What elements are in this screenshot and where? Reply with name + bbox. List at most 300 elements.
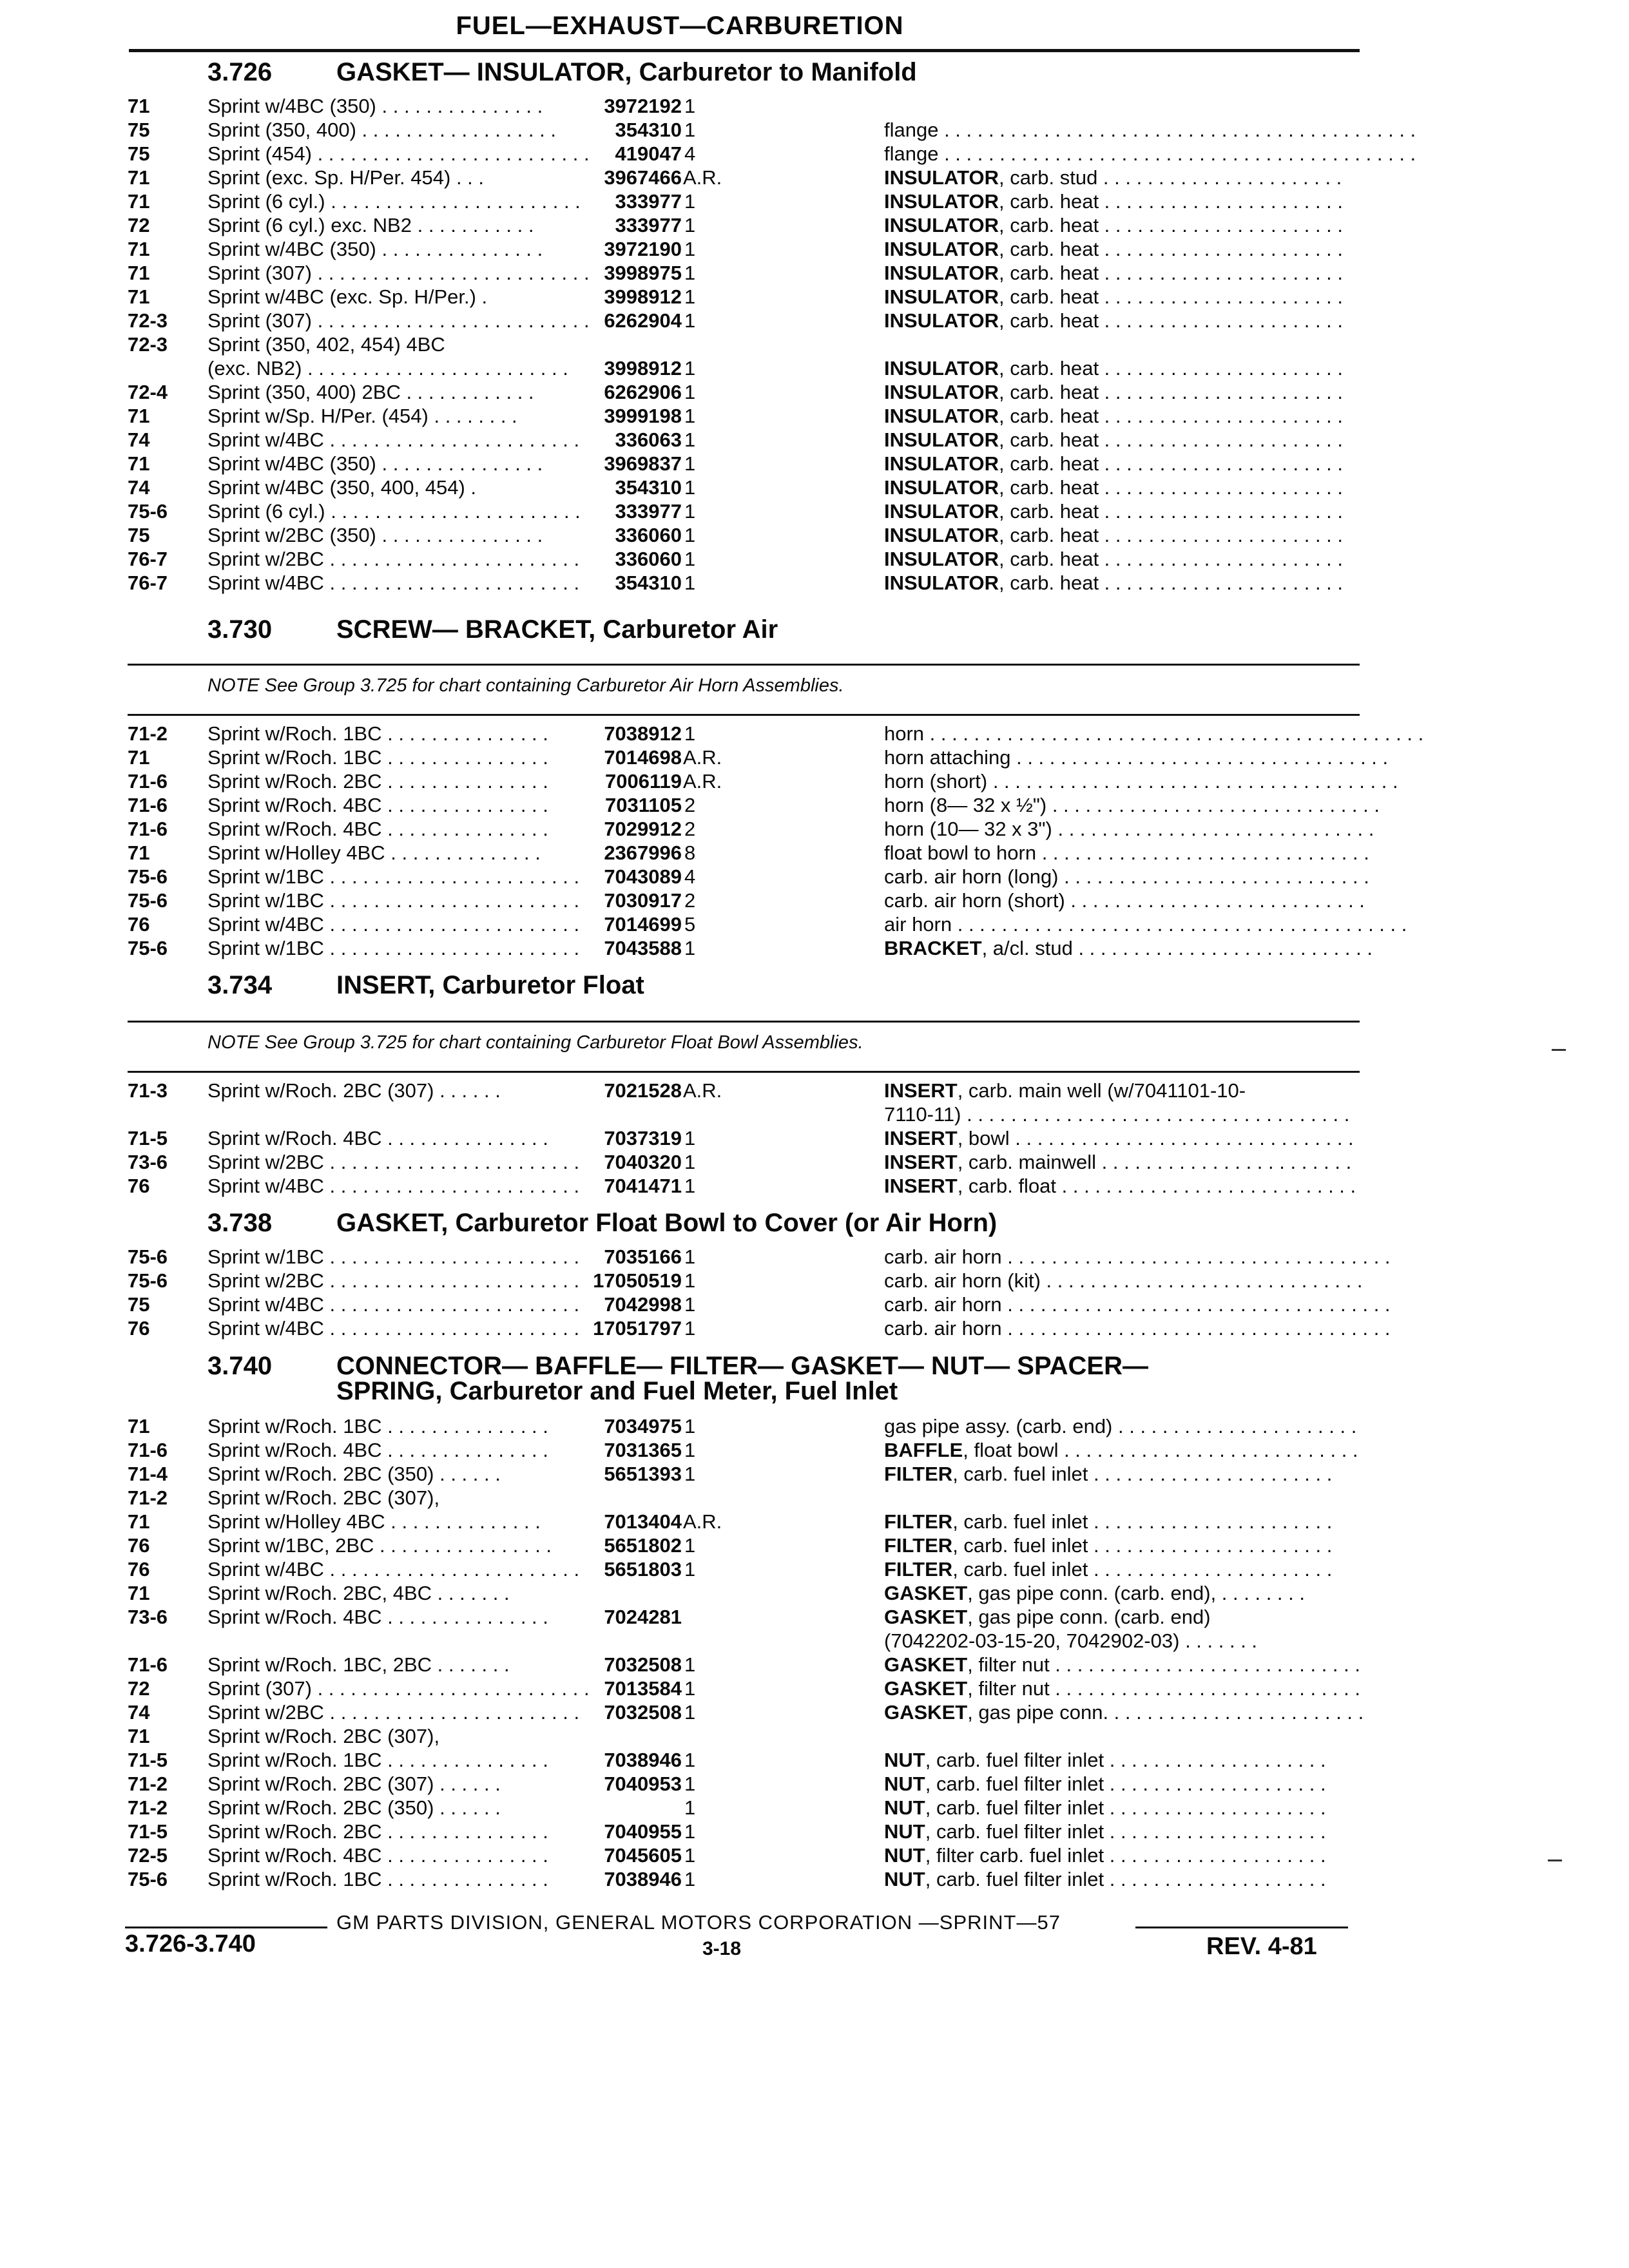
year-code: 71 (128, 190, 150, 213)
part-detail: , carb. fuel inlet . . . . . . . . . . . . . . . . . . . . . . (952, 1558, 1333, 1581)
model-description: Sprint (307) . . . . . . . . . . . . . . . . . . . . . . . . . (207, 262, 590, 284)
part-row (0, 1126, 1629, 1150)
part-number: 7014699 (604, 913, 682, 936)
year-code: 72-3 (128, 333, 168, 356)
part-type: INSULATOR (884, 476, 999, 499)
part-detail: , carb. mainwell . . . . . . . . . . . . . . . . . . . . . . . (957, 1151, 1352, 1173)
year-code: 72-5 (128, 1844, 168, 1867)
year-code: 75-6 (128, 865, 168, 888)
year-code: 74 (128, 428, 150, 451)
model-description: Sprint w/Roch. 4BC . . . . . . . . . . . . . . . (207, 1844, 548, 1867)
part-row (0, 332, 1629, 356)
quantity: 8 (684, 841, 696, 864)
section-title-continued: SPRING, Carburetor and Fuel Meter, Fuel Inlet (336, 1377, 898, 1405)
part-description (884, 237, 1361, 261)
section-number: 3.730 (207, 615, 273, 644)
part-row (0, 1150, 1629, 1174)
part-number: 419047 (615, 142, 682, 165)
part-number: 7043588 (604, 937, 682, 959)
part-number: 336063 (615, 428, 682, 451)
part-detail: , filter carb. fuel inlet . . . . . . . . . . . . . . . . . . . . (925, 1844, 1326, 1867)
part-type: INSERT (884, 1079, 958, 1102)
part-detail: , carb. fuel filter inlet . . . . . . . . . . . . . . . . . . . . (925, 1773, 1326, 1795)
footer-page-number: 3-18 (702, 1938, 742, 1959)
part-detail: , gas pipe conn. (carb. end) (967, 1606, 1211, 1628)
part-row (0, 936, 1629, 960)
part-row (0, 189, 1629, 213)
quantity: 2 (684, 889, 696, 912)
part-type: NUT (884, 1820, 925, 1843)
part-detail: float bowl to horn . . . . . . . . . . . . . . . . . . . . . . . . . . . . . . (884, 841, 1369, 864)
year-code: 71-6 (128, 1439, 168, 1461)
year-code: 76-7 (128, 572, 168, 594)
part-row (0, 841, 1629, 865)
part-row (0, 237, 1629, 261)
part-number: 7029912 (604, 818, 682, 840)
part-number: 7034975 (604, 1415, 682, 1437)
part-number: 7021528 (604, 1079, 682, 1102)
part-type: INSERT (884, 1127, 958, 1149)
part-number: 354310 (615, 119, 682, 141)
part-description (884, 547, 1361, 571)
part-type: FILTER (884, 1463, 953, 1485)
margin-mark (1552, 1049, 1566, 1051)
quantity: 1 (684, 1269, 696, 1292)
part-detail: , carb. float . . . . . . . . . . . . . . . . . . . . . . . . . . . (957, 1175, 1356, 1197)
part-type: GASKET (884, 1701, 968, 1724)
part-description (884, 1126, 1361, 1150)
part-detail: , carb. heat . . . . . . . . . . . . . . . . . . . . . . (998, 262, 1344, 284)
model-description: Sprint (exc. Sp. H/Per. 454) . . . (207, 166, 485, 189)
part-row (0, 1486, 1629, 1510)
part-detail: , carb. fuel filter inlet . . . . . . . . . . . . . . . . . . . . (925, 1796, 1326, 1819)
model-description: Sprint w/Roch. 1BC . . . . . . . . . . . . . . . (207, 746, 548, 769)
quantity: 1 (684, 1796, 696, 1819)
year-code: 75 (128, 119, 150, 141)
part-description (884, 452, 1361, 476)
part-detail: , carb. stud . . . . . . . . . . . . . . . . . . . . . . (998, 166, 1342, 189)
part-row (0, 1102, 1629, 1126)
part-number: 336060 (615, 524, 682, 546)
year-code: 75 (128, 1293, 150, 1316)
part-row (0, 1079, 1629, 1102)
part-number: 7035166 (604, 1245, 682, 1268)
part-description (884, 428, 1361, 452)
part-detail: horn (short) . . . . . . . . . . . . . . . . . . . . . . . . . . . . . . . . . . . . . (884, 770, 1398, 793)
part-row (0, 213, 1629, 237)
quantity: 1 (684, 548, 696, 570)
model-description: Sprint w/Roch. 2BC (307) . . . . . . (207, 1773, 501, 1795)
year-code: 74 (128, 1701, 150, 1724)
part-description (884, 189, 1361, 213)
model-description: Sprint w/4BC (350) . . . . . . . . . . . . . . . (207, 452, 543, 475)
part-detail: carb. air horn . . . . . . . . . . . . . . . . . . . . . . . . . . . . . . . . . . . (884, 1293, 1391, 1316)
part-detail: carb. air horn (kit) . . . . . . . . . . . . . . . . . . . . . . . . . . . . . (884, 1269, 1363, 1292)
part-description (884, 1533, 1361, 1557)
quantity: 1 (684, 1844, 696, 1867)
quantity: 1 (684, 1175, 696, 1197)
model-description: Sprint w/4BC . . . . . . . . . . . . . . . . . . . . . . . (207, 1558, 580, 1581)
note-rule-bottom (128, 1071, 1360, 1073)
part-description (884, 1174, 1361, 1198)
section-number: 3.734 (207, 971, 273, 999)
part-description (884, 1772, 1361, 1796)
part-number: 7038946 (604, 1868, 682, 1890)
model-description: Sprint w/Sp. H/Per. (454) . . . . . . . . (207, 405, 517, 427)
year-code: 71-2 (128, 1773, 168, 1795)
year-code: 75-6 (128, 500, 168, 523)
model-description: Sprint w/Roch. 2BC (307), (207, 1725, 440, 1747)
part-row (0, 912, 1629, 936)
section-number: 3.726 (207, 58, 273, 86)
part-description (884, 912, 1407, 936)
footer-section-range: 3.726-3.740 (125, 1930, 256, 1957)
quantity: 1 (684, 1868, 696, 1890)
part-number: 7030917 (604, 889, 682, 912)
part-description (884, 1510, 1361, 1533)
part-row (0, 1677, 1629, 1700)
year-code: 72-3 (128, 309, 168, 332)
quantity: 1 (684, 405, 696, 427)
part-row (0, 404, 1629, 428)
part-type: INSERT (884, 1175, 958, 1197)
model-description: Sprint w/1BC . . . . . . . . . . . . . . . . . . . . . . . (207, 865, 580, 888)
part-row (0, 428, 1629, 452)
model-description: Sprint w/Roch. 2BC (307), (207, 1486, 440, 1509)
quantity: A.R. (683, 166, 722, 189)
part-detail: , carb. heat . . . . . . . . . . . . . . . . . . . . . . (998, 190, 1344, 213)
quantity: 1 (684, 1653, 696, 1676)
model-description: Sprint w/1BC . . . . . . . . . . . . . . . . . . . . . . . (207, 937, 580, 959)
part-number: 7013584 (604, 1677, 682, 1700)
part-type: INSULATOR (884, 452, 999, 475)
quantity: 2 (684, 794, 696, 816)
quantity: 1 (684, 1749, 696, 1771)
part-number: 7031365 (604, 1439, 682, 1461)
quantity: A.R. (683, 1079, 722, 1102)
part-number: 333977 (615, 214, 682, 236)
model-description: Sprint (307) . . . . . . . . . . . . . . . . . . . . . . . . . (207, 1677, 590, 1700)
margin-mark (1548, 1860, 1562, 1861)
part-row (0, 1316, 1629, 1340)
part-description (884, 1102, 1361, 1126)
year-code: 71-6 (128, 818, 168, 840)
quantity: 1 (684, 722, 696, 745)
part-type: FILTER (884, 1510, 953, 1533)
year-code: 75-6 (128, 937, 168, 959)
model-description: Sprint w/2BC . . . . . . . . . . . . . . . . . . . . . . . (207, 1701, 580, 1724)
quantity: 5 (684, 913, 696, 936)
section-title: GASKET, Carburetor Float Bowl to Cover (or Air Horn) (336, 1209, 998, 1237)
part-row (0, 1867, 1629, 1891)
part-row (0, 1724, 1629, 1748)
quantity: 1 (684, 285, 696, 308)
part-detail: , gas pipe conn. (carb. end), . . . . . . . . (967, 1582, 1305, 1604)
part-detail: , carb. heat . . . . . . . . . . . . . . . . . . . . . . (998, 524, 1344, 546)
model-description: Sprint w/Roch. 1BC . . . . . . . . . . . . . . . (207, 1749, 548, 1771)
part-detail: , carb. fuel inlet . . . . . . . . . . . . . . . . . . . . . . (952, 1534, 1333, 1557)
part-description (884, 1748, 1361, 1772)
part-detail: , filter nut . . . . . . . . . . . . . . . . . . . . . . . . . . . . (967, 1653, 1361, 1676)
year-code: 71-6 (128, 794, 168, 816)
part-type: NUT (884, 1749, 925, 1771)
part-number: 3972190 (604, 238, 682, 260)
part-description (884, 793, 1380, 817)
part-detail: , carb. fuel filter inlet . . . . . . . . . . . . . . . . . . . . (925, 1749, 1326, 1771)
year-code: 72 (128, 214, 150, 236)
footer-revision: REV. 4-81 (1206, 1933, 1317, 1960)
part-description (884, 936, 1373, 960)
part-number: 7013404 (604, 1510, 682, 1533)
quantity: 1 (684, 1820, 696, 1843)
section-number: 3.740 (207, 1352, 273, 1380)
year-code: 75-6 (128, 1868, 168, 1890)
part-row (0, 309, 1629, 332)
year-code: 71 (128, 1725, 150, 1747)
part-number: 7043089 (604, 865, 682, 888)
quantity: 1 (684, 1773, 696, 1795)
model-description: Sprint w/4BC (350) . . . . . . . . . . . . . . . (207, 238, 543, 260)
part-type: INSULATOR (884, 572, 999, 594)
part-number: 7041471 (604, 1175, 682, 1197)
part-description (884, 476, 1361, 499)
part-description (884, 213, 1361, 237)
part-type: NUT (884, 1796, 925, 1819)
part-detail: carb. air horn . . . . . . . . . . . . . . . . . . . . . . . . . . . . . . . . . . . (884, 1317, 1391, 1340)
part-number: 17050519 (593, 1269, 682, 1292)
part-number: 17051797 (593, 1317, 682, 1340)
part-number: 333977 (615, 190, 682, 213)
part-type: INSULATOR (884, 190, 999, 213)
model-description: Sprint (6 cyl.) . . . . . . . . . . . . . . . . . . . . . . . (207, 190, 581, 213)
year-code: 71-3 (128, 1079, 168, 1102)
part-description (884, 571, 1361, 595)
model-description: Sprint w/Roch. 2BC . . . . . . . . . . . . . . . (207, 770, 548, 793)
quantity: 1 (684, 95, 696, 117)
year-code: 71-2 (128, 1486, 168, 1509)
model-description: Sprint w/Holley 4BC . . . . . . . . . . . . . . (207, 1510, 541, 1533)
model-description: Sprint w/Holley 4BC . . . . . . . . . . . . . . (207, 841, 541, 864)
part-type: INSERT (884, 1151, 958, 1173)
part-number: 3998912 (604, 357, 682, 380)
section-title: GASKET— INSULATOR, Carburetor to Manifold (336, 58, 917, 86)
footer-publisher: GM PARTS DIVISION, GENERAL MOTORS CORPORATION —SPRINT—57 (336, 1911, 1061, 1934)
note-rule-bottom (128, 714, 1360, 716)
part-number: 7037319 (604, 1127, 682, 1149)
model-description: Sprint (350, 400) 2BC . . . . . . . . . . . . (207, 381, 534, 403)
model-description: Sprint w/Roch. 4BC . . . . . . . . . . . . . . . (207, 794, 548, 816)
part-detail: (7042202-03-15-20, 7042902-03) . . . . . . . (884, 1629, 1258, 1652)
part-description (884, 404, 1361, 428)
section-heading-3-740 (207, 1352, 1148, 1406)
year-code: 75-6 (128, 1269, 168, 1292)
part-detail: carb. air horn (short) . . . . . . . . . . . . . . . . . . . . . . . . . . . (884, 889, 1365, 912)
year-code: 71 (128, 1582, 150, 1604)
quantity: 1 (684, 357, 696, 380)
part-number: 7031105 (605, 794, 682, 816)
section-heading-3-726 (207, 58, 917, 87)
section-heading-3-730 (207, 615, 778, 644)
part-number: 5651802 (604, 1534, 682, 1557)
quantity: 1 (684, 1439, 696, 1461)
year-code: 71 (128, 285, 150, 308)
part-type: INSULATOR (884, 548, 999, 570)
part-detail: horn (8— 32 x ½") . . . . . . . . . . . . . . . . . . . . . . . . . . . . . . (884, 794, 1380, 816)
quantity: 4 (684, 865, 696, 888)
model-description: Sprint w/4BC . . . . . . . . . . . . . . . . . . . . . . . (207, 1175, 580, 1197)
quantity: 1 (684, 214, 696, 236)
quantity: 1 (684, 1151, 696, 1173)
model-description: Sprint w/Roch. 4BC . . . . . . . . . . . . . . . (207, 818, 548, 840)
year-code: 71-6 (128, 770, 168, 793)
quantity: 1 (684, 1415, 696, 1437)
model-description: Sprint w/2BC (350) . . . . . . . . . . . . . . . (207, 524, 543, 546)
part-number: 354310 (615, 476, 682, 499)
part-detail: , float bowl . . . . . . . . . . . . . . . . . . . . . . . . . . . (963, 1439, 1358, 1461)
part-description (884, 1462, 1361, 1486)
part-number: 6262906 (604, 381, 682, 403)
quantity: 1 (684, 1317, 696, 1340)
part-type: BAFFLE (884, 1439, 963, 1461)
part-description (884, 166, 1361, 189)
part-detail: horn attaching . . . . . . . . . . . . . . . . . . . . . . . . . . . . . . . . . . (884, 746, 1389, 769)
model-description: Sprint w/Roch. 1BC, 2BC . . . . . . . (207, 1653, 510, 1676)
part-description (884, 1150, 1361, 1174)
part-detail: , carb. heat . . . . . . . . . . . . . . . . . . . . . . (998, 405, 1344, 427)
model-description: Sprint w/Roch. 1BC . . . . . . . . . . . . . . . (207, 1415, 548, 1437)
part-type: FILTER (884, 1558, 953, 1581)
part-description (884, 1245, 1391, 1269)
part-row (0, 261, 1629, 285)
model-description: Sprint w/Roch. 2BC . . . . . . . . . . . . . . . (207, 1820, 548, 1843)
part-description (884, 1079, 1361, 1102)
model-description: Sprint (6 cyl.) exc. NB2 . . . . . . . . . . . (207, 214, 534, 236)
year-code: 75 (128, 142, 150, 165)
year-code: 74 (128, 476, 150, 499)
model-description: Sprint w/Roch. 2BC (307) . . . . . . (207, 1079, 501, 1102)
model-description: (exc. NB2) . . . . . . . . . . . . . . . . . . . . . . . . (207, 357, 568, 380)
year-code: 72 (128, 1677, 150, 1700)
model-description: Sprint w/1BC, 2BC . . . . . . . . . . . . . . . . (207, 1534, 552, 1557)
part-number: 7024281 (604, 1606, 682, 1628)
note-air-horn: NOTE See Group 3.725 for chart containing Carburetor Air Horn Assemblies. (207, 675, 844, 696)
part-number: 354310 (615, 572, 682, 594)
quantity: 1 (684, 238, 696, 260)
part-description (884, 1557, 1361, 1581)
part-row (0, 745, 1629, 769)
part-row (0, 356, 1629, 380)
part-detail: , carb. heat . . . . . . . . . . . . . . . . . . . . . . (998, 572, 1344, 594)
year-code: 75-6 (128, 1245, 168, 1268)
year-code: 76-7 (128, 548, 168, 570)
note-rule-top (128, 664, 1360, 666)
part-row (0, 1748, 1629, 1772)
model-description: Sprint (350, 400) . . . . . . . . . . . . . . . . . . (207, 119, 556, 141)
part-detail: , carb. heat . . . . . . . . . . . . . . . . . . . . . . (998, 381, 1344, 403)
quantity: 1 (684, 524, 696, 546)
year-code: 71-6 (128, 1653, 168, 1676)
year-code: 75-6 (128, 889, 168, 912)
part-description (884, 309, 1361, 332)
part-number: 7040953 (604, 1773, 682, 1795)
part-row (0, 1581, 1629, 1605)
part-row (0, 571, 1629, 595)
part-description (884, 380, 1361, 404)
quantity: 1 (684, 190, 696, 213)
quantity: 1 (684, 452, 696, 475)
part-detail: , carb. heat . . . . . . . . . . . . . . . . . . . . . . (998, 357, 1344, 380)
section-heading-3-738 (207, 1209, 997, 1238)
part-type: INSULATOR (884, 405, 999, 427)
part-number: 3999198 (604, 405, 682, 427)
part-number: 3998975 (604, 262, 682, 284)
quantity: 1 (684, 309, 696, 332)
quantity: 1 (684, 1677, 696, 1700)
part-number: 7032508 (604, 1701, 682, 1724)
year-code: 71 (128, 452, 150, 475)
quantity: 1 (684, 262, 696, 284)
year-code: 71-5 (128, 1749, 168, 1771)
part-detail: , carb. heat . . . . . . . . . . . . . . . . . . . . . . (998, 285, 1344, 308)
part-detail: , a/cl. stud . . . . . . . . . . . . . . . . . . . . . . . . . . . (981, 937, 1373, 959)
year-code: 73-6 (128, 1606, 168, 1628)
model-description: Sprint w/4BC (exc. Sp. H/Per.) . (207, 285, 488, 308)
part-description (884, 523, 1361, 547)
part-detail: , carb. fuel filter inlet . . . . . . . . . . . . . . . . . . . . (925, 1868, 1326, 1890)
part-detail: carb. air horn . . . . . . . . . . . . . . . . . . . . . . . . . . . . . . . . . . . (884, 1245, 1391, 1268)
year-code: 71 (128, 405, 150, 427)
section-title: CONNECTOR— BAFFLE— FILTER— GASKET— NUT— SPACER— (336, 1352, 1148, 1380)
quantity: 1 (684, 428, 696, 451)
part-description (884, 889, 1365, 912)
model-description: Sprint w/Roch. 4BC . . . . . . . . . . . . . . . (207, 1127, 548, 1149)
part-description (884, 1820, 1361, 1843)
part-row (0, 865, 1629, 889)
section-title: INSERT, Carburetor Float (336, 971, 644, 999)
part-number: 336060 (615, 548, 682, 570)
part-row (0, 1245, 1629, 1269)
part-number: 7038912 (604, 722, 682, 745)
part-type: INSULATOR (884, 381, 999, 403)
year-code: 76 (128, 1558, 150, 1581)
model-description: Sprint w/2BC . . . . . . . . . . . . . . . . . . . . . . . (207, 548, 580, 570)
part-row (0, 1653, 1629, 1677)
part-type: NUT (884, 1773, 925, 1795)
part-type: BRACKET (884, 937, 982, 959)
part-type: INSULATOR (884, 357, 999, 380)
part-row (0, 499, 1629, 523)
part-row (0, 142, 1629, 166)
model-description: Sprint w/Roch. 1BC . . . . . . . . . . . . . . . (207, 1868, 548, 1890)
part-description (884, 769, 1398, 793)
model-description: Sprint (454) . . . . . . . . . . . . . . . . . . . . . . . . . (207, 142, 590, 165)
part-detail: , carb. fuel inlet . . . . . . . . . . . . . . . . . . . . . . (952, 1463, 1333, 1485)
part-row (0, 452, 1629, 476)
part-number: 5651803 (604, 1558, 682, 1581)
model-description: Sprint w/4BC . . . . . . . . . . . . . . . . . . . . . . . (207, 428, 580, 451)
part-row (0, 547, 1629, 571)
quantity: A.R. (683, 1510, 722, 1533)
part-description (884, 1700, 1364, 1724)
part-description (884, 261, 1361, 285)
part-description (884, 1605, 1361, 1629)
part-type: INSULATOR (884, 166, 999, 189)
section-title: SCREW— BRACKET, Carburetor Air (336, 615, 778, 644)
part-description (884, 1843, 1361, 1867)
part-type: INSULATOR (884, 262, 999, 284)
part-description (884, 817, 1374, 841)
model-description: Sprint w/Roch. 4BC . . . . . . . . . . . . . . . (207, 1606, 548, 1628)
